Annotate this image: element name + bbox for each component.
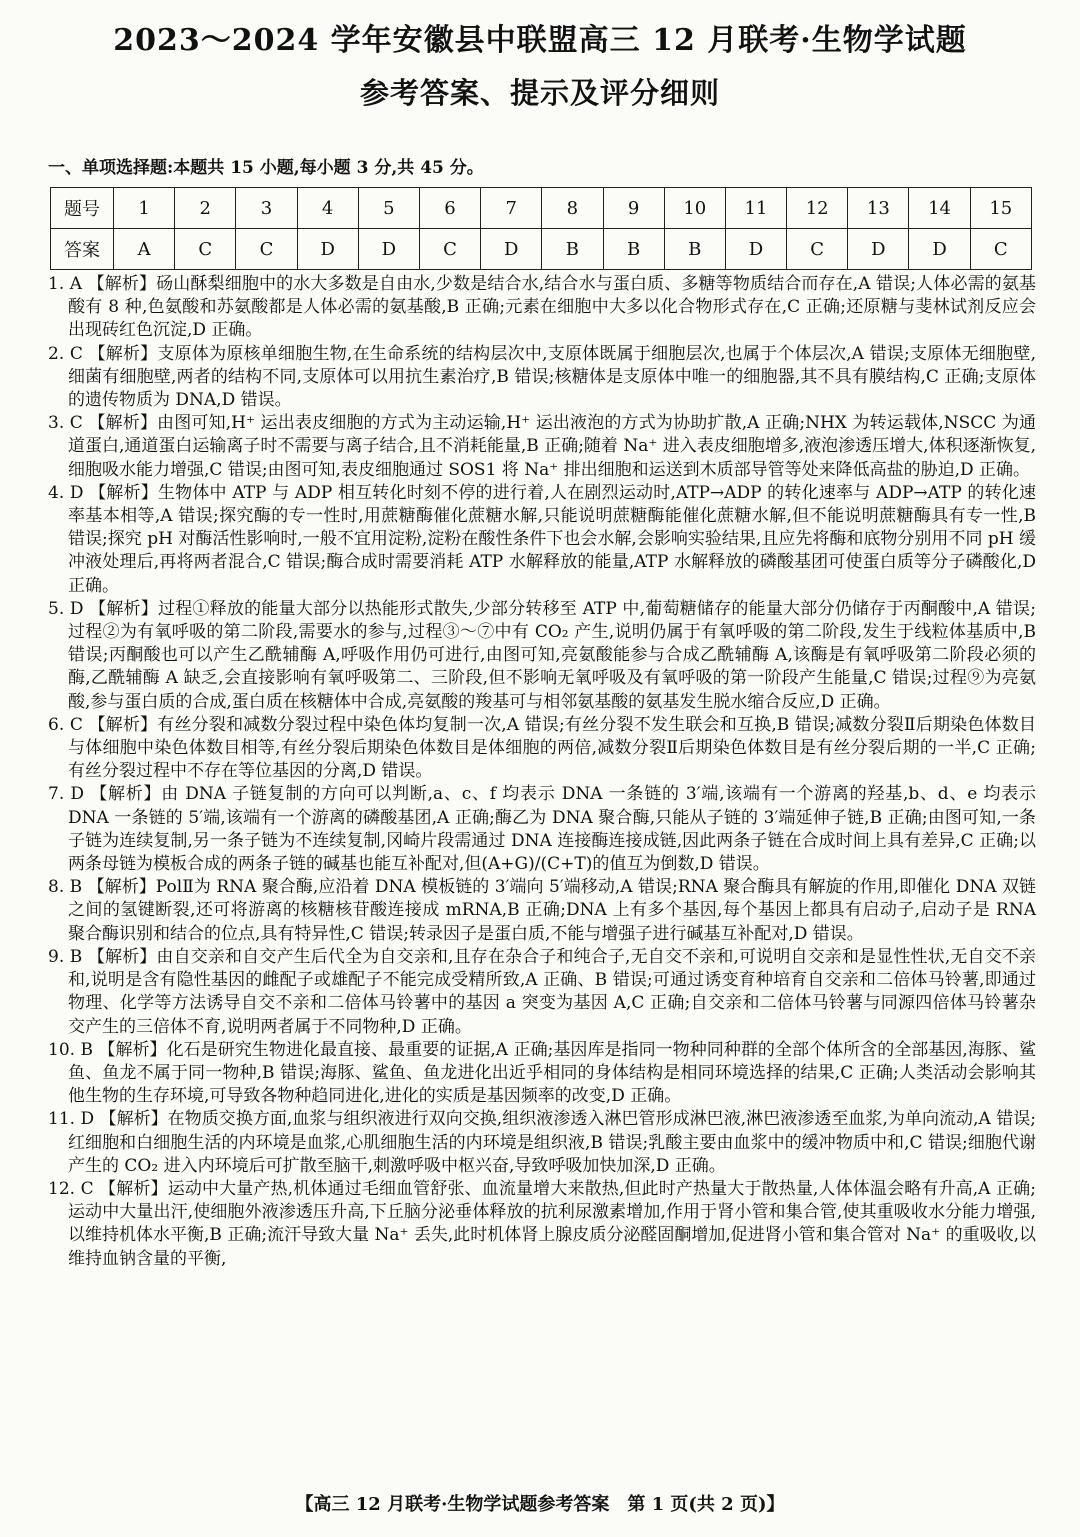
question-number: 1	[114, 188, 175, 229]
answer-cell: D	[297, 229, 358, 270]
explanation-item: 3. C 【解析】由图可知,H⁺ 运出表皮细胞的方式为主动运输,H⁺ 运出液泡的方式为协助扩散,A 正确;NHX 为转运载体,NSCC 为通道蛋白,通道蛋白运输离子时不需要与离子结合,且不消耗能量,B 正确;随着 Na⁺ 进入表皮细胞增多,液泡渗透压增大,体积逐渐恢复,细胞吸水能力增强,C 错误;由图可知,表皮细胞通过 SOS1 将 Na⁺ 排出细胞和运送到木质部导管等处来降低高盐的胁迫,D 正确。	[48, 413, 1036, 480]
explanation-item: 9. B 【解析】由自交亲和自交产生后代全为自交亲和,且存在杂合子和纯合子,无自交不亲和,可说明自交亲和是显性性状,无自交不亲和,说明是含有隐性基因的雌配子或雄配子不能完成受精所致,A 正确、B 错误;可通过诱变育种培育自交亲和二倍体马铃薯,即通过物理、化学等方法诱导自交不亲和二倍体马铃薯中的基因 a 突变为基因 A,C 正确;自交亲和二倍体马铃薯与同源四倍体马铃薯杂交产生的三倍体不育,说明两者属于不同物种,D 正确。	[48, 946, 1036, 1037]
question-number-row	[51, 188, 1032, 229]
explanation-item: 2. C 【解析】支原体为原核单细胞生物,在生命系统的结构层次中,支原体既属于细胞层次,也属于个体层次,A 错误;支原体无细胞壁,细菌有细胞壁,两者的结构不同,支原体可以用抗生素治疗,B 错误;核糖体是支原体中唯一的细胞器,其不具有膜结构,C 正确;支原体的遗传物质为 DNA,D 错误。	[48, 343, 1036, 411]
explanation-item: 12. C 【解析】运动中大量产热,机体通过毛细血管舒张、血流量增大来散热,但此时产热量大于散热量,人体体温会略有升高,A 正确;运动中大量出汗,使细胞外液渗透压升高,下丘脑分泌垂体释放的抗利尿激素增加,作用于肾小管和集合管,使其重吸收水分能力增强,以维持机体水平衡,B 正确;流汗导致大量 Na⁺ 丢失,此时机体肾上腺皮质分泌醛固酮增加,促进肾小管和集合管对 Na⁺ 的重吸收,以维持血钠含量的平衡,	[48, 1178, 1036, 1269]
explanation-list	[48, 273, 1036, 1271]
answer-row	[51, 229, 1032, 270]
page-footer: 【高三 12 月联考·生物学试题参考答案 第 1 页(共 2 页)】	[295, 1494, 785, 1515]
answer-cell: C	[175, 229, 236, 270]
page-title: 2023～2024 学年安徽县中联盟高三 12 月联考·生物学试题	[113, 23, 967, 58]
answer-cell: C	[419, 229, 480, 270]
answer-cell: B	[664, 229, 725, 270]
explanation-item: 4. D 【解析】生物体中 ATP 与 ADP 相互转化时刻不停的进行着,人在剧烈运动时,ATP→ADP 的转化速率与 ADP→ATP 的转化速率基本相等,A 错误;探究酶的专一性时,用蔗糖酶催化蔗糖水解,只能说明蔗糖酶能催化蔗糖水解,但不能说明蔗糖酶具有专一性,B 错误;探究 pH 对酶活性影响时,一般不宜用淀粉,淀粉在酸性条件下也会水解,会影响实验结果,且应先将酶和底物分别用不同 pH 缓冲液处理后,再将两者混合,C 错误;酶合成时需要消耗 ATP 水解释放的能量,ATP 水解释放的磷酸基团可使蛋白质等分子磷酸化,D 正确。	[48, 482, 1036, 596]
question-number: 7	[481, 188, 542, 229]
question-number: 14	[909, 188, 970, 229]
answer-cell: D	[848, 229, 909, 270]
question-number: 3	[236, 188, 297, 229]
answer-cell: D	[725, 229, 786, 270]
answer-cell: B	[542, 229, 603, 270]
explanation-item: 10. B 【解析】化石是研究生物进化最直接、最重要的证据,A 正确;基因库是指同一物种同种群的全部个体所含的全部基因,海豚、鲨鱼、鱼龙不属于同一物种,B 错误;海豚、鲨鱼、鱼龙进化出近乎相同的身体结构是相同环境选择的结果,C 正确;人类活动会影响其他生物的生存环境,可导致各物种趋同进化,进化的实质是基因频率的改变,D 正确。	[48, 1039, 1036, 1107]
question-number: 15	[970, 188, 1031, 229]
explanation-item: 7. D 【解析】由 DNA 子链复制的方向可以判断,a、c、f 均表示 DNA 一条链的 3′端,该端有一个游离的羟基,b、d、e 均表示 DNA 一条链的 5′端,该端有一个游离的磷酸基团,A 正确;酶乙为 DNA 聚合酶,只能从子链的 3′端延伸子链,B 正确;由图可知,一条子链为连续复制,另一条子链为不连续复制,冈崎片段需通过 DNA 连接酶连接成链,因此两条子链在合成时间上具有差异,C 正确;以两条母链为模板合成的两条子链的碱基也能互补配对,但(A+G)/(C+T)的值互为倒数,D 错误。	[48, 784, 1036, 875]
explanation-item: 8. B 【解析】PolⅡ为 RNA 聚合酶,应沿着 DNA 模板链的 3′端向 5′端移动,A 错误;RNA 聚合酶具有解旋的作用,即催化 DNA 双链之间的氢键断裂,还可将游离的核糖核苷酸连接成 mRNA,B 正确;DNA 上有多个基因,每个基因上都具有启动子,启动子是 RNA 聚合酶识别和结合的位点,具有特异性,C 错误;转录因子是蛋白质,不能与增强子进行碱基互补配对,D 错误。	[48, 877, 1036, 944]
question-number: 10	[664, 188, 725, 229]
answer-cell: C	[970, 229, 1031, 270]
question-number: 4	[297, 188, 358, 229]
explanation-item: 11. D 【解析】在物质交换方面,血浆与组织液进行双向交换,组织液渗透入淋巴管形成淋巴液,淋巴液渗透至血浆,为单向流动,A 错误;红细胞和白细胞生活的内环境是血浆,心肌细胞生活的内环境是组织液,B 错误;乳酸主要由血浆中的缓冲物质中和,C 错误;细胞代谢产生的 CO₂ 进入内环境后可扩散至脑干,刺激呼吸中枢兴奋,导致呼吸加快加深,D 正确。	[48, 1109, 1036, 1176]
explanation-item: 6. C 【解析】有丝分裂和减数分裂过程中染色体均复制一次,A 错误;有丝分裂不发生联会和互换,B 错误;减数分裂Ⅱ后期染色体数目与体细胞中染色体数目相等,有丝分裂后期染色体数目是体细胞的两倍,减数分裂Ⅱ后期染色体数目是有丝分裂后期的一半,C 正确;有丝分裂过程中不存在等位基因的分离,D 错误。	[48, 714, 1036, 782]
question-number: 2	[175, 188, 236, 229]
page-subtitle: 参考答案、提示及评分细则	[359, 76, 720, 110]
question-number: 11	[725, 188, 786, 229]
question-number: 6	[419, 188, 480, 229]
row-label: 答案	[51, 229, 114, 270]
explanation-item: 1. A 【解析】砀山酥梨细胞中的水大多数是自由水,少数是结合水,结合水与蛋白质、多糖等物质结合而存在,A 错误;人体必需的氨基酸有 8 种,色氨酸和苏氨酸都是人体必需的氨基酸,B 正确;元素在细胞中大多以化合物形式存在,C 正确;还原糖与斐林试剂反应会出现砖红色沉淀,D 正确。	[48, 274, 1036, 341]
answer-table	[50, 187, 1032, 270]
question-number: 9	[603, 188, 664, 229]
answer-cell: A	[114, 229, 175, 270]
answer-cell: C	[236, 229, 297, 270]
question-number: 13	[848, 188, 909, 229]
answer-cell: D	[909, 229, 970, 270]
question-number: 12	[787, 188, 848, 229]
answer-cell: D	[481, 229, 542, 270]
answer-cell: B	[603, 229, 664, 270]
row-label: 题号	[51, 188, 114, 229]
question-number: 5	[358, 188, 419, 229]
answer-cell: C	[787, 229, 848, 270]
explanation-item: 5. D 【解析】过程①释放的能量大部分以热能形式散失,少部分转移至 ATP 中,葡萄糖储存的能量大部分仍储存于丙酮酸中,A 错误;过程②为有氧呼吸的第二阶段,需要水的参与,过程③～⑦中有 CO₂ 产生,说明仍属于有氧呼吸的第二阶段,发生于线粒体基质中,B 错误;丙酮酸也可以产生乙酰辅酶 A,呼吸作用仍可进行,由图可知,亮氨酸能参与合成乙酰辅酶 A,该酶是有氧呼吸第二阶段必须的酶,乙酰辅酶 A 缺乏,会直接影响有氧呼吸第二、三阶段,但不影响无氧呼吸及有氧呼吸的第一阶段产生能量,C 错误;过程⑨为亮氨酸,参与蛋白质的合成,蛋白质在核糖体中合成,亮氨酸的羧基可与相邻氨基酸的氨基发生脱水缩合反应,D 正确。	[48, 598, 1036, 712]
section-heading: 一、单项选择题:本题共 15 小题,每小题 3 分,共 45 分。	[48, 158, 484, 178]
answer-cell: D	[358, 229, 419, 270]
question-number: 8	[542, 188, 603, 229]
